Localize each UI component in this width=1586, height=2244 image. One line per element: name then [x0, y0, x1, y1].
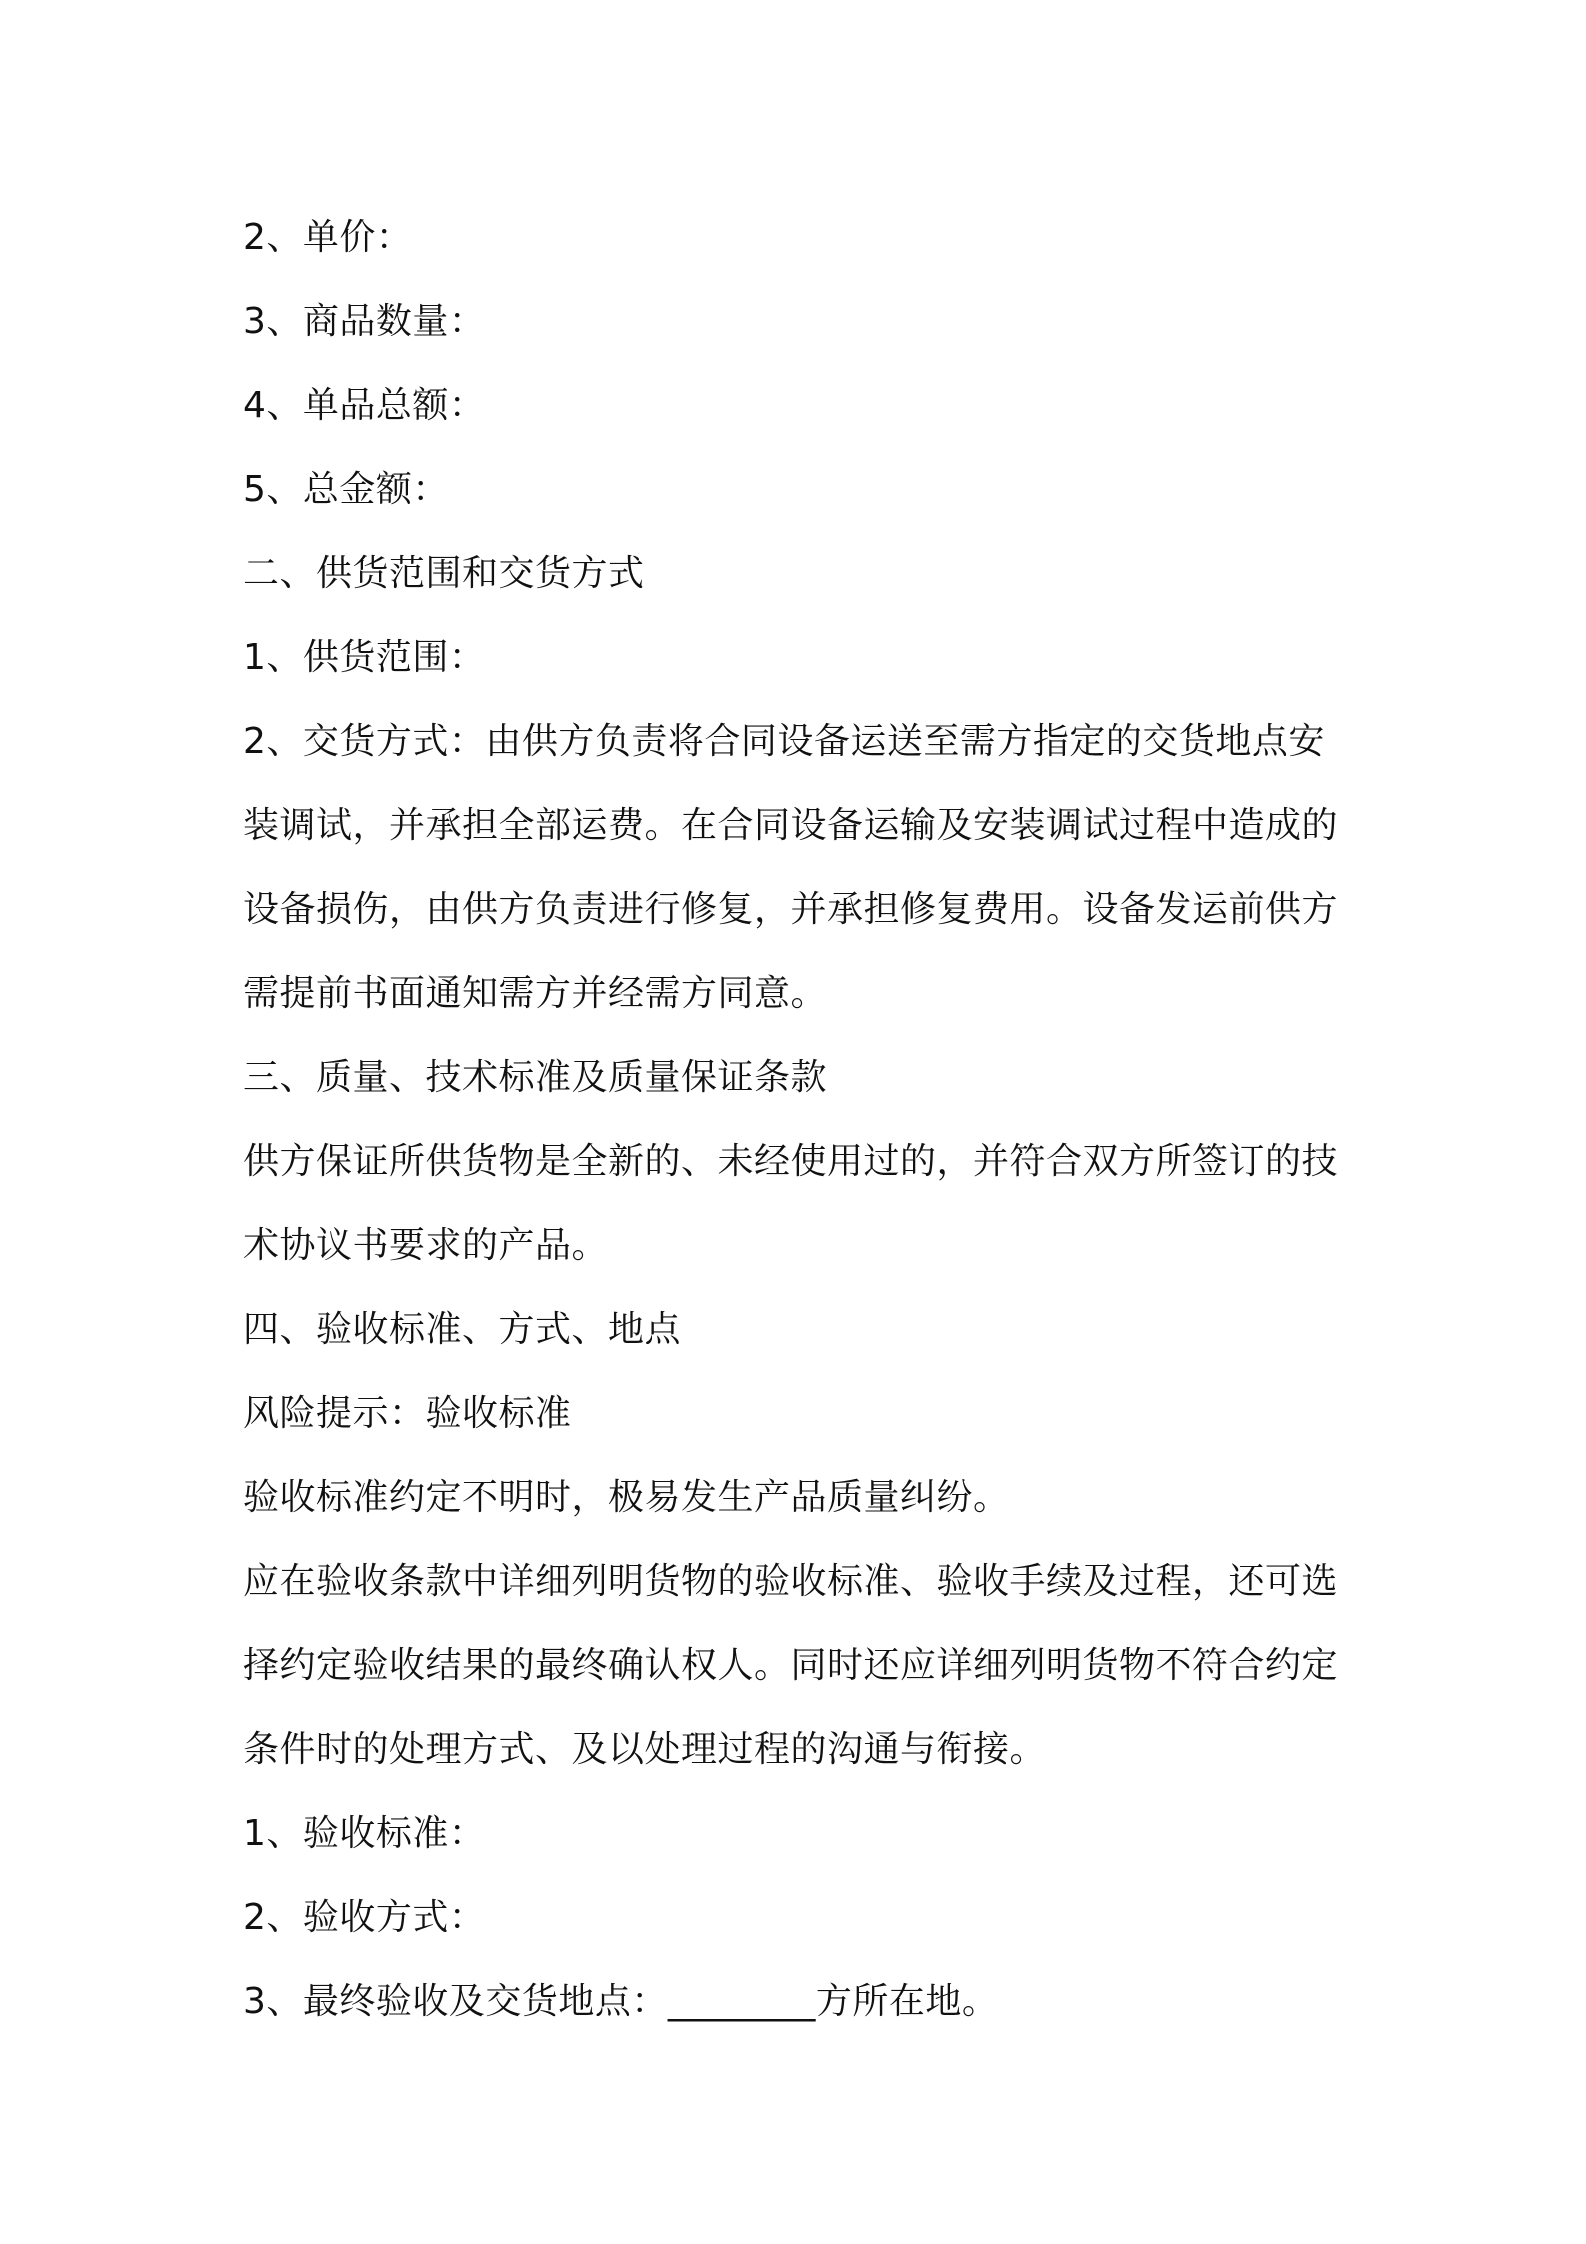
clause-quantity: 3、商品数量：	[243, 301, 486, 342]
paragraph-delivery-line-1: 2、交货方式：由供方负责将合同设备运送至需方指定的交货地点安	[243, 721, 1325, 762]
paragraph-advice-line-1: 应在验收条款中详细列明货物的验收标准、验收手续及过程，还可选	[243, 1561, 1339, 1602]
paragraph-delivery-line-4: 需提前书面通知需方并经需方同意。	[243, 973, 828, 1014]
clause-item-total: 4、单品总额：	[243, 385, 486, 426]
paragraph-delivery-line-2: 装调试，并承担全部运费。在合同设备运输及安装调试过程中造成的	[243, 805, 1339, 846]
clause-supply-scope: 1、供货范围：	[243, 637, 486, 678]
document-body	[243, 196, 1363, 2044]
paragraph-delivery-line-3: 设备损伤，由供方负责进行修复，并承担修复费用。设备发运前供方	[243, 889, 1339, 930]
section-heading-supply: 二、供货范围和交货方式	[243, 553, 645, 594]
section-heading-quality: 三、质量、技术标准及质量保证条款	[243, 1057, 828, 1098]
paragraph-risk-line-1: 验收标准约定不明时，极易发生产品质量纠纷。	[243, 1477, 1010, 1518]
paragraph-quality-line-1: 供方保证所供货物是全新的、未经使用过的，并符合双方所签订的技	[243, 1141, 1339, 1182]
clause-acceptance-standard: 1、验收标准：	[243, 1813, 486, 1854]
paragraph-advice-line-2: 择约定验收结果的最终确认权人。同时还应详细列明货物不符合约定	[243, 1645, 1339, 1686]
risk-notice: 风险提示：验收标准	[243, 1393, 572, 1434]
paragraph-quality-line-2: 术协议书要求的产品。	[243, 1225, 609, 1266]
clause-acceptance-method: 2、验收方式：	[243, 1897, 486, 1938]
paragraph-advice-line-3: 条件时的处理方式、及以处理过程的沟通与衔接。	[243, 1729, 1047, 1770]
section-heading-acceptance: 四、验收标准、方式、地点	[243, 1309, 682, 1350]
clause-acceptance-location: 3、最终验收及交货地点：________方所在地。	[243, 1981, 999, 2022]
clause-unit-price: 2、单价：	[243, 217, 413, 258]
clause-grand-total: 5、总金额：	[243, 469, 449, 510]
